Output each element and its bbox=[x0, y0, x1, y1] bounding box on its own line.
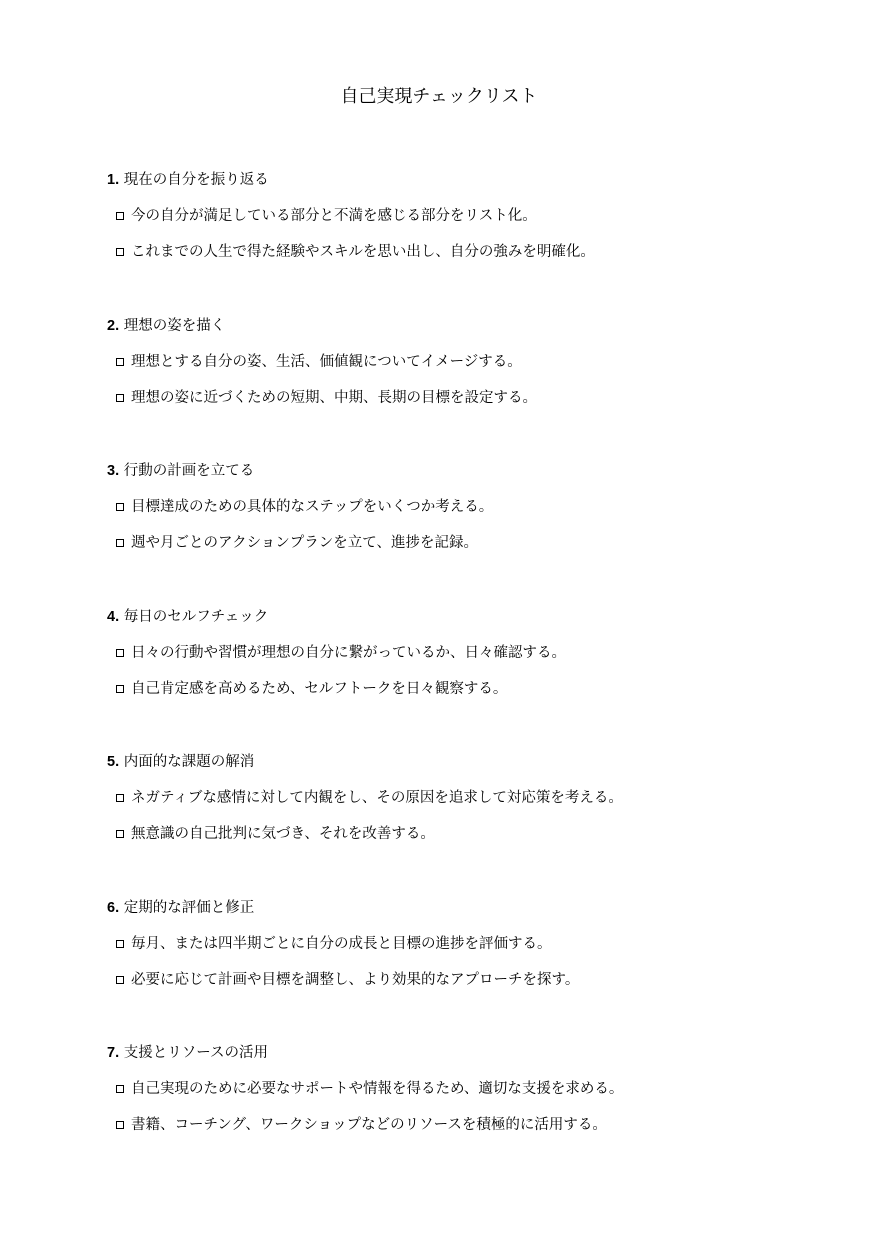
checklist-item bbox=[116, 386, 827, 410]
section-number: 2. bbox=[107, 317, 120, 334]
checklist-item-text: 今の自分が満足している部分と不満を感じる部分をリスト化。 bbox=[131, 208, 537, 224]
section-number: 1. bbox=[107, 172, 120, 188]
checkbox[interactable] bbox=[116, 794, 124, 802]
checklist-section bbox=[107, 1041, 827, 1187]
checklist-item bbox=[116, 531, 827, 555]
section-number: 4. bbox=[107, 608, 120, 625]
checklist-item bbox=[116, 786, 827, 810]
section-number: 3. bbox=[107, 463, 120, 479]
checklist-item-text: 書籍、コーチング、ワークショップなどのリソースを積極的に活用する。 bbox=[131, 1117, 607, 1133]
section-title: 支援とリソースの活用 bbox=[123, 1045, 268, 1061]
checklist-item bbox=[116, 822, 827, 846]
section-heading bbox=[107, 750, 827, 774]
checklist-section bbox=[107, 750, 827, 896]
section-title: 内面的な課題の解消 bbox=[123, 754, 255, 770]
checklist-item-text: 日々の行動や習慣が理想の自分に繋がっているか、日々確認する。 bbox=[131, 644, 566, 661]
checklist-item-text: 自己肯定感を高めるため、セルフトークを日々観察する。 bbox=[131, 680, 508, 697]
section-title: 理想の姿を描く bbox=[123, 317, 226, 334]
section-heading bbox=[107, 896, 827, 920]
checkbox[interactable] bbox=[116, 1121, 124, 1129]
checklist-item-text: 自己実現のために必要なサポートや情報を得るため、適切な支援を求める。 bbox=[131, 1081, 624, 1097]
checklist-item bbox=[116, 968, 827, 992]
checklist-section bbox=[107, 896, 827, 1042]
checklist-item-text: 無意識の自己批判に気づき、それを改善する。 bbox=[131, 826, 435, 842]
checklist-section bbox=[107, 459, 827, 605]
checklist-item-text: ネガティブな感情に対して内観をし、その原因を追求して対応策を考える。 bbox=[131, 790, 623, 806]
section-heading bbox=[107, 314, 827, 338]
checklist-item bbox=[116, 1077, 827, 1101]
checklist-item-text: 理想の姿に近づくための短期、中期、長期の目標を設定する。 bbox=[131, 389, 537, 406]
section-heading bbox=[107, 1041, 827, 1065]
checkbox[interactable] bbox=[116, 649, 124, 657]
section-title: 行動の計画を立てる bbox=[123, 463, 255, 479]
checklist-sections bbox=[107, 168, 827, 1187]
checkbox[interactable] bbox=[116, 976, 124, 984]
checkbox[interactable] bbox=[116, 358, 124, 366]
checklist-item bbox=[116, 641, 827, 665]
document-title: 自己実現チェックリスト bbox=[340, 86, 538, 107]
section-heading bbox=[107, 605, 827, 629]
checkbox[interactable] bbox=[116, 1085, 124, 1093]
section-number: 5. bbox=[107, 754, 120, 770]
section-heading bbox=[107, 168, 827, 192]
section-title: 毎日のセルフチェック bbox=[123, 608, 269, 625]
checkbox[interactable] bbox=[116, 248, 124, 256]
checklist-item bbox=[116, 932, 827, 956]
checklist-item-text: 理想とする自分の姿、生活、価値観についてイメージする。 bbox=[131, 353, 522, 370]
section-title: 現在の自分を振り返る bbox=[123, 172, 269, 188]
checklist-section bbox=[107, 168, 827, 314]
checklist-item bbox=[116, 677, 827, 701]
checkbox[interactable] bbox=[116, 503, 124, 511]
section-number: 7. bbox=[107, 1045, 120, 1061]
checklist-section bbox=[107, 314, 827, 460]
section-title: 定期的な評価と修正 bbox=[123, 899, 255, 916]
checklist-item bbox=[116, 1113, 827, 1137]
checklist-item-text: 週や月ごとのアクションプランを立て、進捗を記録。 bbox=[131, 535, 478, 551]
checklist-item bbox=[116, 204, 827, 228]
checklist-section bbox=[107, 605, 827, 751]
section-number: 6. bbox=[107, 899, 120, 916]
checkbox[interactable] bbox=[116, 685, 124, 693]
checklist-item bbox=[116, 350, 827, 374]
checklist-item bbox=[116, 240, 827, 264]
checkbox[interactable] bbox=[116, 394, 124, 402]
checkbox[interactable] bbox=[116, 212, 124, 220]
checklist-item-text: 必要に応じて計画や目標を調整し、より効果的なアプローチを探す。 bbox=[131, 971, 580, 988]
checkbox[interactable] bbox=[116, 830, 124, 838]
checklist-item-text: 毎月、または四半期ごとに自分の成長と目標の進捗を評価する。 bbox=[131, 935, 552, 952]
checkbox[interactable] bbox=[116, 940, 124, 948]
checklist-item-text: 目標達成のための具体的なステップをいくつか考える。 bbox=[131, 499, 494, 515]
checklist-item bbox=[116, 495, 827, 519]
section-heading bbox=[107, 459, 827, 483]
checkbox[interactable] bbox=[116, 539, 124, 547]
checklist-item-text: これまでの人生で得た経験やスキルを思い出し、自分の強みを明確化。 bbox=[131, 244, 595, 260]
